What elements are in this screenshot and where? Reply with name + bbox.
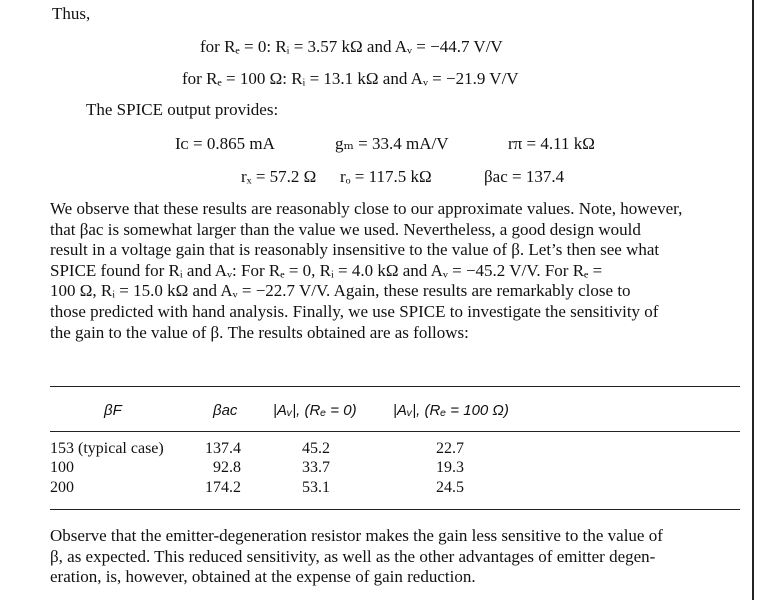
paragraph-line: those predicted with hand analysis. Finally, we use SPICE to investigate the sensitivity of (50, 301, 659, 321)
cell-beta-f: 100 (50, 459, 74, 476)
column-header-av-re-100: |Aᵥ|, (Rₑ = 100 Ω) (393, 402, 509, 419)
intro-text: Thus, (52, 4, 91, 23)
paragraph-line: the gain to the value of β. The results obtained are as follows: (50, 322, 469, 342)
column-header-beta-f: βF (104, 402, 122, 419)
cell-beta-ac: 137.4 (205, 440, 241, 457)
column-header-av-re-0: |Aᵥ|, (Rₑ = 0) (273, 402, 357, 419)
paragraph-line: 100 Ω, Rᵢ = 15.0 kΩ and Aᵥ = −22.7 V/V. Again, these results are remarkably close to (50, 281, 631, 301)
cell-av-re-0: 33.7 (302, 459, 330, 476)
equation-re-100: for Rₑ = 100 Ω: Rᵢ = 13.1 kΩ and Aᵥ = −21.9 V/V (182, 69, 519, 88)
spice-ic: Iᴄ = 0.865 mA (175, 134, 275, 153)
spice-ro: rₒ = 117.5 kΩ (340, 167, 432, 186)
spice-intro: The SPICE output provides: (86, 100, 279, 119)
table-header-rule (50, 431, 740, 432)
spice-rpi: rπ = 4.11 kΩ (508, 134, 595, 153)
spice-gm: gₘ = 33.4 mA/V (335, 134, 449, 153)
cell-av-re-100: 24.5 (436, 479, 464, 496)
cell-av-re-0: 45.2 (302, 440, 330, 457)
spice-bac: βac = 137.4 (484, 167, 565, 186)
table-bottom-rule (50, 509, 740, 510)
paragraph-line: We observe that these results are reasonably close to our approximate values. Note, however, (50, 199, 683, 218)
equation-re-zero: for Rₑ = 0: Rᵢ = 3.57 kΩ and Aᵥ = −44.7 V/V (200, 37, 503, 56)
table-top-rule (50, 386, 740, 387)
column-header-beta-ac: βac (213, 402, 238, 419)
cell-beta-ac: 92.8 (213, 459, 241, 476)
paragraph-line: SPICE found for Rᵢ and Aᵥ: For Rₑ = 0, Rᵢ = 4.0 kΩ and Aᵥ = −45.2 V/V. For Rₑ = (50, 260, 603, 280)
cell-av-re-100: 19.3 (436, 459, 464, 476)
paragraph-line: result in a voltage gain that is reasonably insensitive to the value of β. Let’s then see what (50, 240, 660, 260)
paragraph-line: β, as expected. This reduced sensitivity, as well as the other advantages of emitter degen- (50, 546, 656, 566)
cell-beta-f: 153 (typical case) (50, 440, 164, 457)
cell-beta-ac: 174.2 (205, 479, 241, 496)
spice-rx: rₓ = 57.2 Ω (241, 167, 317, 186)
cell-av-re-100: 22.7 (436, 440, 464, 457)
cell-av-re-0: 53.1 (302, 479, 330, 496)
conclusion-paragraph (50, 526, 740, 588)
paragraph-line: that βac is somewhat larger than the value we used. Nevertheless, a good design would (50, 219, 641, 239)
paragraph-line: eration, is, however, obtained at the expense of gain reduction. (50, 567, 476, 587)
cell-beta-f: 200 (50, 479, 74, 496)
paragraph-line: Observe that the emitter-degeneration resistor makes the gain less sensitive to the value of (50, 526, 663, 545)
discussion-paragraph (50, 199, 740, 343)
